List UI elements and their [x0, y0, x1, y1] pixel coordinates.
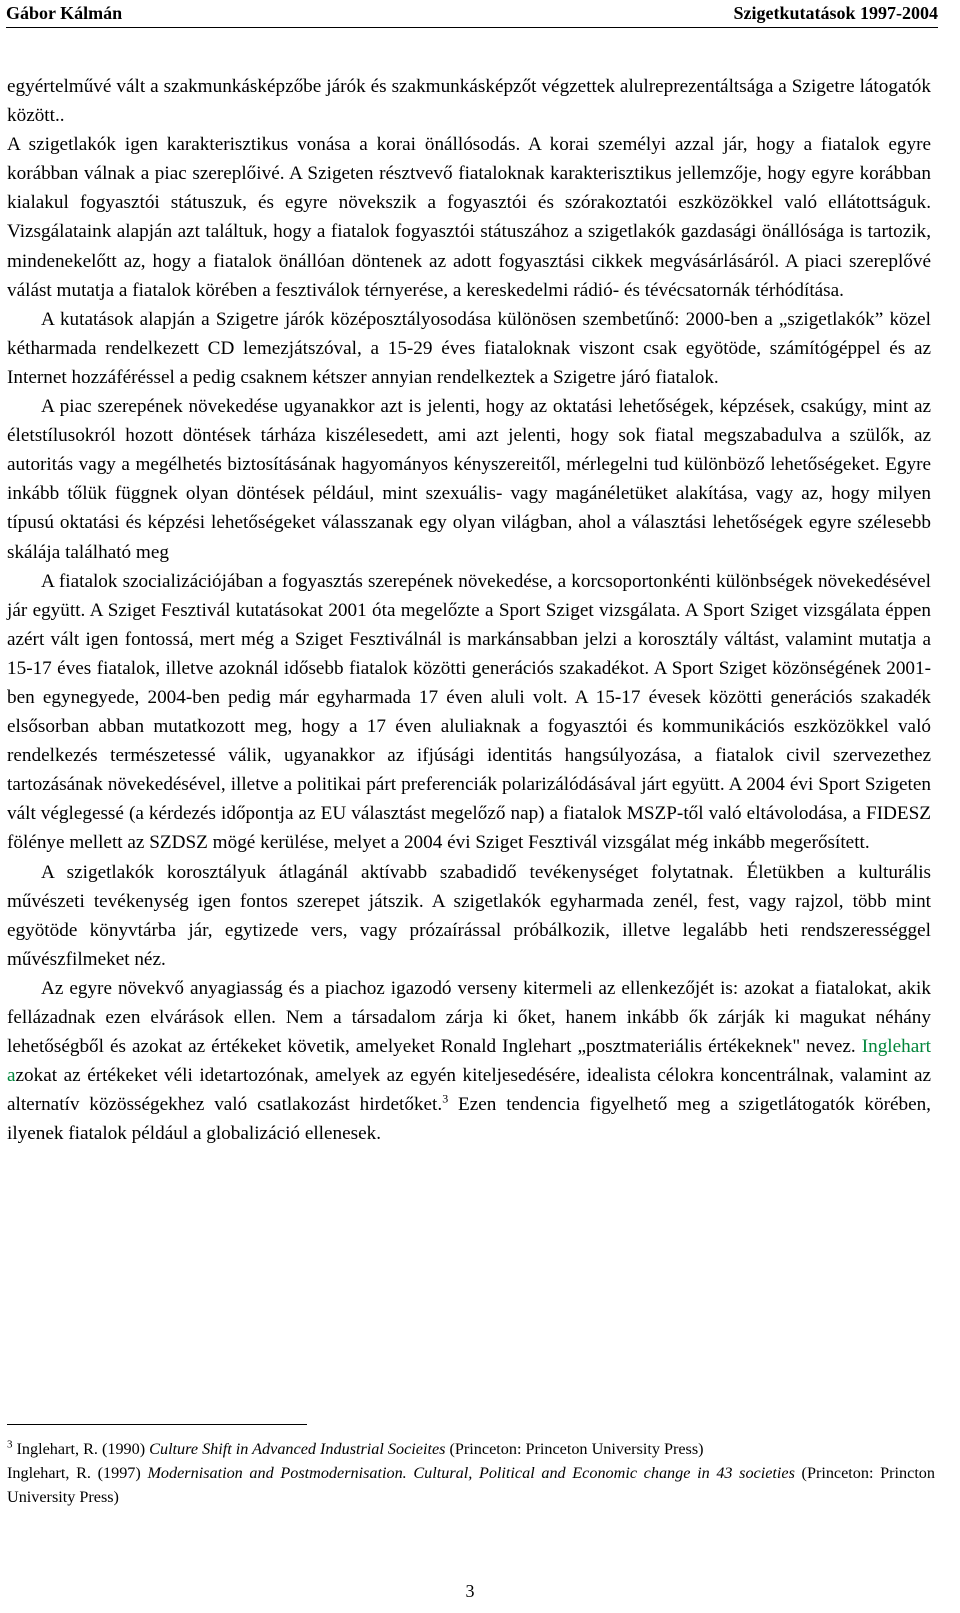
paragraph-5: A fiatalok szocializációjában a fogyasztás szerepének növekedése, a korcsoportonkénti különbségek növekedésével jár együtt. A Sziget Fesztivál kutatásokat 2001 óta megelőzte a Sport Sziget vizsgálata. A Sport Sziget vizsgálata éppen azért vált igen fontossá, mert még a Sziget Fesztiválnál is markánsabban jelzi a korosztály váltást, valamint mutatja a 15-17 éves fiatalok, illetve azoknál idősebb fiatalok közötti generációs szakadékot. A Sport Sziget közönségének 2001-ben egynegyede, 2004-ben pedig már egyharmada 17 éven aluli volt. A 15-17 évesek közötti generációs szakadék elsősorban abban mutatkozott meg, hogy a 17 éven aluliaknak a fogyasztói és kommunikációs eszközökkel való rendelkezés természetessé válik, ugyanakkor az ifjúsági identitás hangsúlyozása, a fiatalok civil szervezethez tartozásának növekedésével, illetve a politikai párt preferenciák polarizálódásával járt együtt. A 2004 évi Sport Szigeten vált véglegessé (a kérdezés időpontja az EU választást megelőző nap) a fiatalok MSZP-től való eltávolodása, a FIDESZ fölénye mellett az SZDSZ mögé kerülése, melyet a 2004 évi Sziget Fesztivál vizsgálat még inkább megerősített.: [7, 570, 931, 854]
paragraph-6: A szigetlakók korosztályuk átlagánál aktívabb szabadidő tevékenységet folytatnak. Életükben a kulturális művészeti tevékenység igen fontos szerepet játszik. A szigetlakók egyharmada zenél, fest, vagy rajzol, több mint egyötöde könyvtárba jár, egytizede vers, vagy prózaírással próbálkozik, illetve legalább heti rendszerességgel művészfilmeket néz.: [7, 861, 931, 970]
paragraph-1: egyértelművé vált a szakmunkásképzőbe járók és szakmunkásképzőt végzettek alulreprezentáltsága a Szigetre látogatók között..: [7, 76, 931, 127]
footnotes: [7, 1437, 935, 1509]
footnote-number: 3: [7, 1438, 13, 1451]
highlighted-text: Inglehart a: [7, 1036, 931, 1087]
footnote-1-publisher: (Princeton: Princeton University Press): [445, 1440, 704, 1458]
header-title: Szigetkutatások 1997-2004: [733, 3, 938, 23]
footnote-2: [7, 1461, 935, 1509]
footnote-reference[interactable]: 3: [442, 1091, 449, 1106]
footnote-separator: [7, 1424, 307, 1425]
footnote-2-title: Modernisation and Postmodernisation. Cultural, Political and Economic change in 43 societies: [147, 1464, 795, 1482]
paragraph-4: A piac szerepének növekedése ugyanakkor azt is jelenti, hogy az oktatási lehetőségek, képzések, csakúgy, mint az életstílusokról hozott döntések tárháza kiszélesedett, ami azt jelenti, hogy sok fiatal megszabadulva a szülők, az autoritás vagy a megélhetés biztosításának hagyományos kényszereitől, mérlegelni tud különböző lehetőségeket. Egyre inkább tőlük függnek olyan döntések például, mint szexuális- vagy magánéletüket alakítása, vagy az, hogy milyen típusú oktatási és képzési lehetőségeket válasszanak egy olyan világban, ahol a választási lehetőségek egyre szélesebb skálája található meg: [7, 396, 931, 563]
footnote-1-author: Inglehart, R. (1990): [12, 1440, 150, 1458]
paragraph-2: A szigetlakók igen karakterisztikus vonása a korai önállósodás. A korai személyi azzal jár, hogy a fiatalok egyre korábban válnak a piac szereplőivé. A Szigeten résztvevő fiataloknak karakterisztikus jellemzője, hogy egyre korábban kialakul fogyasztói státuszuk, és egyre növekszik a fogyasztói és szórakoztatói eszközökkel való ellátottságuk. Vizsgálataink alapján azt találtuk, hogy a fiatalok fogyasztói státuszához a szigetlakók gazdasági önállósága is tartozik, mindenekelőtt az, hogy a fiatalok önállóan döntenek az adott fogyasztási cikkek megvásárlásáról. A piaci szereplővé válást mutatja a fiatalok körében a fesztiválok térnyerése, a kereskedelmi rádió- és tévécsatornák térhódítása.: [7, 134, 931, 301]
footnote-1: [7, 1437, 935, 1461]
running-header: [6, 0, 938, 28]
header-author: Gábor Kálmán: [6, 3, 123, 23]
paragraph-3: A kutatások alapján a Szigetre járók középosztályosodása különösen szembetűnő: 2000-ben a „szigetlakók” közel kétharmada rendelkezett CD lemezjátszóval, a 15-29 éves fiataloknak viszont csak egyötöde, számítógéppel és az Internet hozzáféréssel a pedig csaknem kétszer annyian rendelkeztek a Szigetre járó fiatalok.: [7, 308, 931, 388]
paragraph-7-text-a: Az egyre növekvő anyagiasság és a piachoz igazodó verseny kitermeli az ellenkezőjét is: azokat a fiatalokat, akik fellázadnak ezen elvárások ellen. Nem a társadalom zárja ki őket, hanem inkább ők zárják ki magukat néhány lehetőségből és azokat az értékeket követik, amelyeket Ronald Inglehart „posztmateriális értékeknek" nevez.: [7, 977, 931, 1058]
footnote-2-publisher: (Princeton: Princton University Press): [7, 1464, 935, 1506]
footnote-1-title: Culture Shift in Advanced Industrial Socieites: [149, 1440, 446, 1458]
paragraph-7-text-b: zokat az értékeket véli idetartozónak, amelyek az egyén kiteljesedésére, idealista célokra koncentrálnak, valamint az alternatív közösségekhez való csatlakozást hirdetőket.: [7, 1065, 931, 1116]
paragraph-7: [7, 974, 931, 1149]
body-text: [7, 72, 931, 1148]
paragraph-7-text-c: Ezen tendencia figyelhető meg a szigetlátogatók körében, ilyenek fiatalok például a globalizáció ellenesek.: [7, 1094, 931, 1145]
page-number: 3: [465, 1581, 475, 1601]
footnote-2-author: Inglehart, R. (1997): [7, 1464, 148, 1482]
